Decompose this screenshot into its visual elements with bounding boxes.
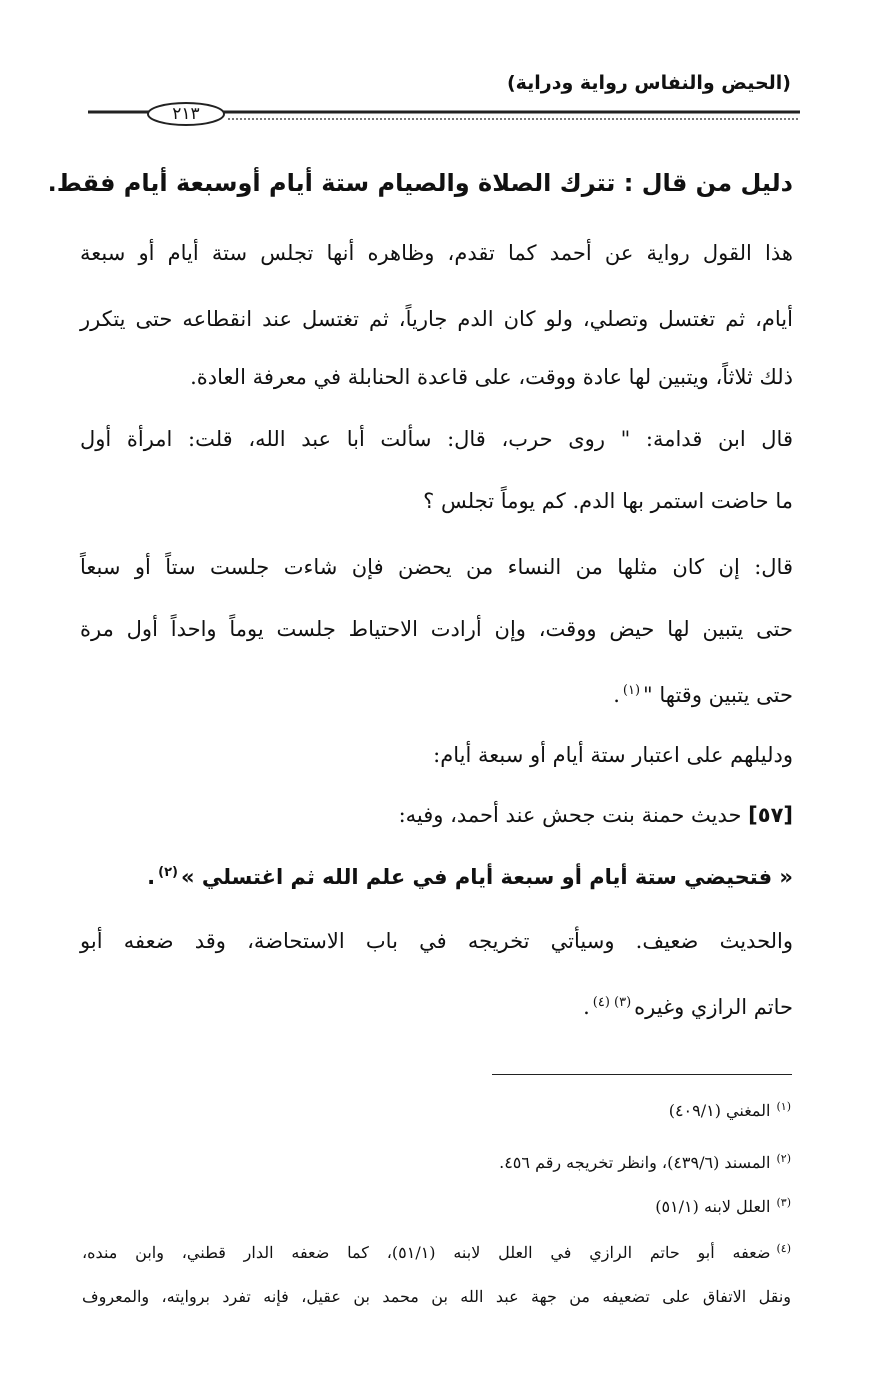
footnote-4-cont: ونقل الاتفاق على تضعيفه من جهة عبد الله بن محمد بن عقيل، فإنه تفرد بروايته، والمعروف xyxy=(82,1287,791,1306)
running-title: (الحيض والنفاس رواية ودراية) xyxy=(506,72,791,94)
header-rule xyxy=(88,100,800,130)
hadith-text xyxy=(147,862,793,892)
footnote-4 xyxy=(82,1240,791,1266)
body-text: حديث حمنة بنت جحش عند أحمد، وفيه: xyxy=(398,803,742,827)
body-text: حتى يتبين وقتها " xyxy=(643,683,793,707)
body-text: . xyxy=(613,683,620,707)
body-line: ذلك ثلاثاً، ويتبين لها عادة ووقت، على قاعدة الحنابلة في معرفة العادة. xyxy=(190,365,793,389)
footnote-text: العلل لابنه (٥١/١) xyxy=(655,1197,771,1216)
body-line xyxy=(613,680,793,710)
footnote-mark: (٣) xyxy=(776,1195,791,1209)
footnote-ref[interactable]: (٢) xyxy=(158,865,178,880)
footnote-ref[interactable]: (١) xyxy=(622,683,641,698)
body-line: ما حاضت استمر بها الدم. كم يوماً تجلس ؟ xyxy=(423,489,793,513)
footnote-mark: (١) xyxy=(776,1099,791,1113)
footnote-mark: (٤) xyxy=(776,1241,791,1255)
page-number: ٢١٣ xyxy=(172,104,200,124)
footnote-text: المغني (٤٠٩/١) xyxy=(668,1101,771,1120)
footnote-mark: (٢) xyxy=(776,1151,791,1165)
body-line: قال ابن قدامة: " روى حرب، قال: سألت أبا عبد الله، قلت: امرأة أول xyxy=(80,427,793,451)
body-line: هذا القول رواية عن أحمد كما تقدم، وظاهره أنها تجلس ستة أيام أو سبعة xyxy=(80,241,793,265)
body-text: حاتم الرازي وغيره xyxy=(634,995,793,1019)
body-line xyxy=(399,800,793,830)
footnote-1 xyxy=(669,1098,791,1124)
body-line: قال: إن كان مثلها من النساء من يحضن فإن شاءت جلست ستاً أو سبعاً xyxy=(80,555,793,579)
body-text: . xyxy=(583,995,590,1019)
body-line: ودليلهم على اعتبار ستة أيام أو سبعة أيام: xyxy=(433,743,793,767)
hadith-quote: « فتحيضي ستة أيام أو سبعة أيام في علم الله ثم اغتسلي » xyxy=(180,865,793,889)
footnote-2 xyxy=(499,1150,791,1176)
body-line: أيام، ثم تغتسل وتصلي، ولو كان الدم جارياً، ثم تغتسل عند انقطاعه حتى يتكرر xyxy=(80,307,793,331)
body-line xyxy=(583,992,793,1022)
hadith-number: [٥٧] xyxy=(748,803,793,827)
footnote-text: ضعفه أبو حاتم الرازي في العلل لابنه (٥١/١)، كما ضعفه الدار قطني، وابن منده، xyxy=(82,1243,771,1262)
body-line: والحديث ضعيف. وسيأتي تخريجه في باب الاستحاضة، وقد ضعفه أبو xyxy=(80,929,793,953)
footnote-3 xyxy=(655,1194,791,1220)
footnote-ref[interactable]: (٣) (٤) xyxy=(592,995,632,1010)
footnote-divider xyxy=(492,1074,792,1075)
section-heading: دليل من قال : تترك الصلاة والصيام ستة أيام أوسبعة أيام فقط. xyxy=(47,169,793,197)
body-text: . xyxy=(147,865,156,889)
body-line: حتى يتبين لها حيض ووقت، وإن أرادت الاحتياط جلست يوماً واحداً أول مرة xyxy=(80,617,793,641)
footnote-text: المسند (٤٣٩/٦)، وانظر تخريجه رقم ٤٥٦. xyxy=(499,1153,771,1172)
